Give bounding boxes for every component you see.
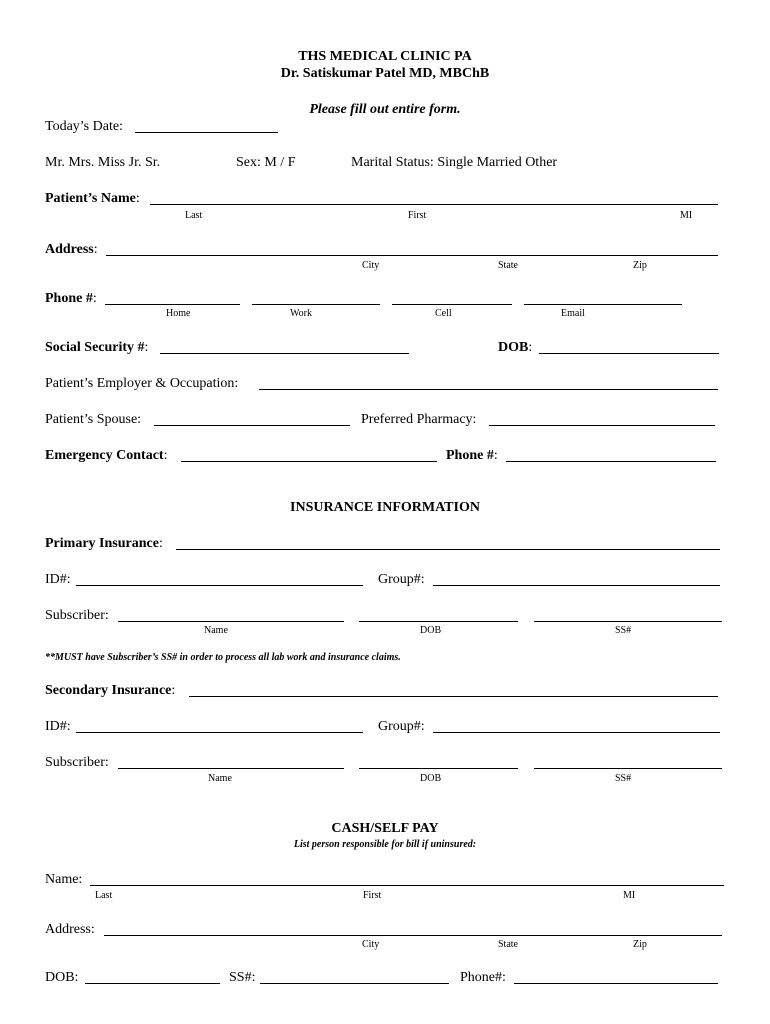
- sex-options[interactable]: Sex: M / F: [236, 155, 296, 170]
- secondary-group-label: Group#:: [378, 719, 425, 734]
- cash-dob-field[interactable]: [85, 983, 220, 984]
- employer-field[interactable]: [259, 389, 718, 390]
- primary-insurance-field[interactable]: [176, 549, 720, 550]
- employer-label: Patient’s Employer & Occupation:: [45, 376, 239, 391]
- emergency-phone-field[interactable]: [506, 461, 716, 462]
- cash-dob-label: DOB:: [45, 970, 79, 985]
- spouse-field[interactable]: [154, 425, 350, 426]
- primary-subscriber-ss-field[interactable]: [534, 621, 722, 622]
- cash-phone-field[interactable]: [514, 983, 718, 984]
- primary-subscriber-label: Subscriber:: [45, 608, 109, 623]
- secondary-subscriber-name-field[interactable]: [118, 768, 344, 769]
- cash-subheading: List person responsible for bill if uninsured:: [293, 839, 477, 850]
- primary-subscriber-dob-sublabel: DOB: [420, 625, 442, 636]
- todays-date-label: Today’s Date:: [45, 119, 123, 134]
- todays-date-field[interactable]: [135, 132, 278, 133]
- secondary-subscriber-ss-sublabel: SS#: [615, 773, 632, 784]
- title-options[interactable]: Mr. Mrs. Miss Jr. Sr.: [45, 155, 161, 170]
- phone-label: Phone #:: [45, 291, 97, 306]
- patient-name-field[interactable]: [150, 204, 718, 205]
- doctor-name: Dr. Satiskumar Patel MD, MBChB: [280, 66, 490, 81]
- secondary-id-field[interactable]: [76, 732, 363, 733]
- dob-field[interactable]: [539, 353, 719, 354]
- phone-home-sublabel: Home: [166, 308, 191, 319]
- name-first-sublabel: First: [408, 210, 427, 221]
- phone-work-field[interactable]: [252, 304, 380, 305]
- cash-ss-field[interactable]: [260, 983, 449, 984]
- primary-insurance-label: Primary Insurance:: [45, 536, 163, 551]
- primary-subscriber-ss-sublabel: SS#: [615, 625, 632, 636]
- phone-home-field[interactable]: [105, 304, 240, 305]
- patient-name-label: Patient’s Name:: [45, 191, 140, 206]
- secondary-id-label: ID#:: [45, 719, 71, 734]
- email-sublabel: Email: [561, 308, 585, 319]
- pharmacy-field[interactable]: [489, 425, 715, 426]
- form-instruction: Please fill out entire form.: [309, 102, 461, 117]
- cash-address-zip-sublabel: Zip: [633, 939, 647, 950]
- pharmacy-label: Preferred Pharmacy:: [361, 412, 477, 427]
- primary-subscriber-name-sublabel: Name: [204, 625, 228, 636]
- address-field[interactable]: [106, 255, 718, 256]
- emergency-phone-label: Phone #:: [446, 448, 498, 463]
- emergency-contact-field[interactable]: [181, 461, 437, 462]
- primary-id-field[interactable]: [76, 585, 363, 586]
- primary-group-label: Group#:: [378, 572, 425, 587]
- phone-work-sublabel: Work: [290, 308, 312, 319]
- primary-subscriber-dob-field[interactable]: [359, 621, 518, 622]
- emergency-contact-label: Emergency Contact:: [45, 448, 168, 463]
- cash-address-label: Address:: [45, 922, 95, 937]
- primary-id-label: ID#:: [45, 572, 71, 587]
- primary-subscriber-name-field[interactable]: [118, 621, 344, 622]
- name-last-sublabel: Last: [185, 210, 203, 221]
- name-mi-sublabel: MI: [680, 210, 693, 221]
- secondary-group-field[interactable]: [433, 732, 720, 733]
- cash-address-state-sublabel: State: [498, 939, 518, 950]
- address-zip-sublabel: Zip: [633, 260, 647, 271]
- cash-phone-label: Phone#:: [460, 970, 506, 985]
- secondary-subscriber-name-sublabel: Name: [208, 773, 232, 784]
- cash-name-first-sublabel: First: [363, 890, 382, 901]
- subscriber-ss-note: **MUST have Subscriber’s SS# in order to process all lab work and insurance claims.: [45, 652, 401, 663]
- secondary-insurance-label: Secondary Insurance:: [45, 683, 176, 698]
- cash-address-city-sublabel: City: [362, 939, 380, 950]
- cash-name-last-sublabel: Last: [95, 890, 113, 901]
- cash-heading: CASH/SELF PAY: [331, 821, 439, 836]
- address-city-sublabel: City: [362, 260, 380, 271]
- phone-cell-sublabel: Cell: [435, 308, 452, 319]
- secondary-insurance-field[interactable]: [189, 696, 718, 697]
- ssn-label: Social Security #:: [45, 340, 149, 355]
- secondary-subscriber-label: Subscriber:: [45, 755, 109, 770]
- cash-name-mi-sublabel: MI: [623, 890, 636, 901]
- secondary-subscriber-ss-field[interactable]: [534, 768, 722, 769]
- address-label: Address:: [45, 242, 98, 257]
- spouse-label: Patient’s Spouse:: [45, 412, 142, 427]
- phone-cell-field[interactable]: [392, 304, 512, 305]
- primary-group-field[interactable]: [433, 585, 720, 586]
- address-state-sublabel: State: [498, 260, 518, 271]
- cash-name-field[interactable]: [90, 885, 724, 886]
- insurance-heading: INSURANCE INFORMATION: [290, 500, 480, 515]
- email-field[interactable]: [524, 304, 682, 305]
- secondary-subscriber-dob-field[interactable]: [359, 768, 518, 769]
- secondary-subscriber-dob-sublabel: DOB: [420, 773, 442, 784]
- cash-name-label: Name:: [45, 872, 83, 887]
- cash-address-field[interactable]: [104, 935, 722, 936]
- ssn-field[interactable]: [160, 353, 409, 354]
- marital-status-options[interactable]: Marital Status: Single Married Other: [351, 155, 558, 170]
- clinic-name: THS MEDICAL CLINIC PA: [298, 49, 472, 64]
- dob-label: DOB:: [498, 340, 533, 355]
- cash-ss-label: SS#:: [229, 970, 256, 985]
